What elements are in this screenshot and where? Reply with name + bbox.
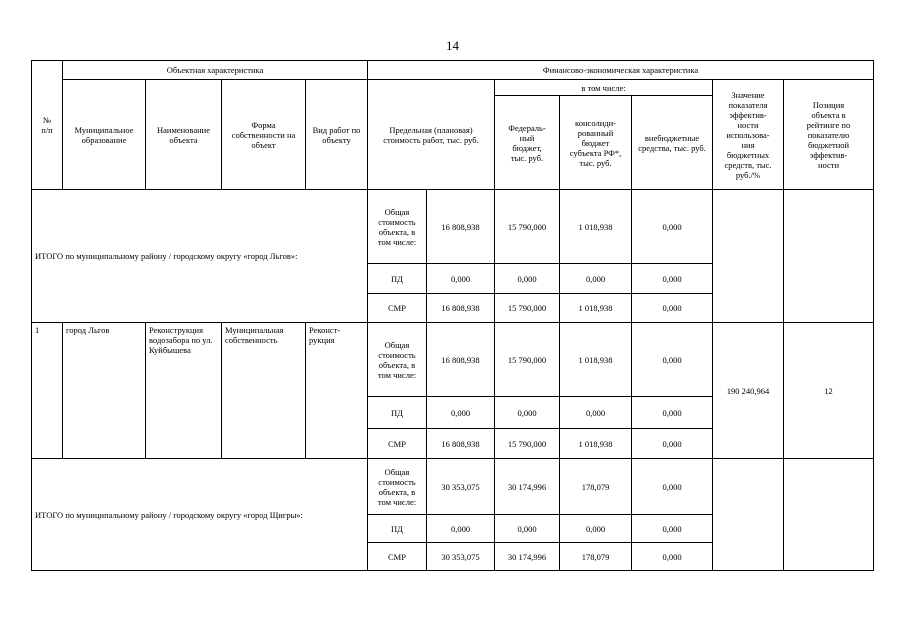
header-ownership: Форма собственности на объект bbox=[222, 80, 306, 190]
rating-cell-empty bbox=[784, 190, 874, 323]
extra-cell: 0,000 bbox=[632, 264, 713, 294]
header-efficiency: Значение показателя эффектив- ности использова- ния бюджетных средств, тыс. руб./% bbox=[713, 80, 784, 190]
row-label: СМР bbox=[368, 543, 427, 571]
cost-cell: 16 808,938 bbox=[427, 323, 495, 397]
rating-cell-empty bbox=[784, 459, 874, 571]
federal-cell: 0,000 bbox=[495, 515, 560, 543]
header-object-group: Объектная характеристика bbox=[63, 61, 368, 80]
federal-cell: 30 174,996 bbox=[495, 543, 560, 571]
consolidated-cell: 0,000 bbox=[560, 264, 632, 294]
header-rating: Позиция объекта в рейтинге по показателю бюджетной эффектив- ности bbox=[784, 80, 874, 190]
cost-cell: 16 808,938 bbox=[427, 294, 495, 323]
extra-cell: 0,000 bbox=[632, 459, 713, 515]
page-number: 14 bbox=[446, 38, 459, 53]
extra-cell: 0,000 bbox=[632, 543, 713, 571]
object-work-type: Реконст- рукция bbox=[306, 323, 368, 459]
extra-cell: 0,000 bbox=[632, 397, 713, 429]
consolidated-cell: 0,000 bbox=[560, 515, 632, 543]
header-object-name: Наименование объекта bbox=[146, 80, 222, 190]
federal-cell: 0,000 bbox=[495, 397, 560, 429]
object-name: Реконструкция водозабора по ул. Куйбышева bbox=[146, 323, 222, 459]
cost-cell: 0,000 bbox=[427, 264, 495, 294]
consolidated-cell: 1 018,938 bbox=[560, 294, 632, 323]
total-label-lgov: ИТОГО по муниципальному району / городскому округу «город Льгов»: bbox=[32, 190, 368, 323]
header-finance-group: Финансово-экономическая характеристика bbox=[368, 61, 874, 80]
row-label: СМР bbox=[368, 429, 427, 459]
extra-cell: 0,000 bbox=[632, 429, 713, 459]
extra-cell: 0,000 bbox=[632, 323, 713, 397]
financial-table bbox=[31, 60, 874, 571]
consolidated-cell: 1 018,938 bbox=[560, 429, 632, 459]
efficiency-value: 190 240,964 bbox=[713, 323, 784, 459]
header-municipal: Муниципальное образование bbox=[63, 80, 146, 190]
header-consolidated: консолиди- рованный бюджет субъекта РФ*, тыс. руб. bbox=[560, 96, 632, 190]
row-label: Общая стоимость объекта, в том числе: bbox=[368, 459, 427, 515]
row-label: ПД bbox=[368, 397, 427, 429]
header-including: в том числе: bbox=[495, 80, 713, 96]
cost-cell: 16 808,938 bbox=[427, 190, 495, 264]
header-work-type: Вид работ по объекту bbox=[306, 80, 368, 190]
consolidated-cell: 1 018,938 bbox=[560, 190, 632, 264]
extra-cell: 0,000 bbox=[632, 294, 713, 323]
header-cost: Предельная (плановая) стоимость работ, тыс. руб. bbox=[368, 80, 495, 190]
header-extrabudget: внебюджетные средства, тыс. руб. bbox=[632, 96, 713, 190]
federal-cell: 30 174,996 bbox=[495, 459, 560, 515]
row-label: Общая стоимость объекта, в том числе: bbox=[368, 190, 427, 264]
federal-cell: 0,000 bbox=[495, 264, 560, 294]
object-num: 1 bbox=[32, 323, 63, 459]
header-federal: Федераль- ный бюджет, тыс. руб. bbox=[495, 96, 560, 190]
consolidated-cell: 178,079 bbox=[560, 543, 632, 571]
row-label: ПД bbox=[368, 515, 427, 543]
object-ownership: Муниципальная собственность bbox=[222, 323, 306, 459]
federal-cell: 15 790,000 bbox=[495, 294, 560, 323]
federal-cell: 15 790,000 bbox=[495, 429, 560, 459]
cost-cell: 30 353,075 bbox=[427, 543, 495, 571]
efficiency-cell-empty bbox=[713, 459, 784, 571]
federal-cell: 15 790,000 bbox=[495, 190, 560, 264]
rating-value: 12 bbox=[784, 323, 874, 459]
cost-cell: 30 353,075 bbox=[427, 459, 495, 515]
cost-cell: 0,000 bbox=[427, 515, 495, 543]
extra-cell: 0,000 bbox=[632, 515, 713, 543]
consolidated-cell: 0,000 bbox=[560, 397, 632, 429]
header-num: № п/п bbox=[32, 61, 63, 190]
consolidated-cell: 1 018,938 bbox=[560, 323, 632, 397]
cost-cell: 16 808,938 bbox=[427, 429, 495, 459]
row-label: Общая стоимость объекта, в том числе: bbox=[368, 323, 427, 397]
row-label: ПД bbox=[368, 264, 427, 294]
efficiency-cell-empty bbox=[713, 190, 784, 323]
object-municipal: город Льгов bbox=[63, 323, 146, 459]
cost-cell: 0,000 bbox=[427, 397, 495, 429]
row-label: СМР bbox=[368, 294, 427, 323]
federal-cell: 15 790,000 bbox=[495, 323, 560, 397]
consolidated-cell: 178,079 bbox=[560, 459, 632, 515]
extra-cell: 0,000 bbox=[632, 190, 713, 264]
total-label-shchigry: ИТОГО по муниципальному району / городскому округу «город Щигры»: bbox=[32, 459, 368, 571]
